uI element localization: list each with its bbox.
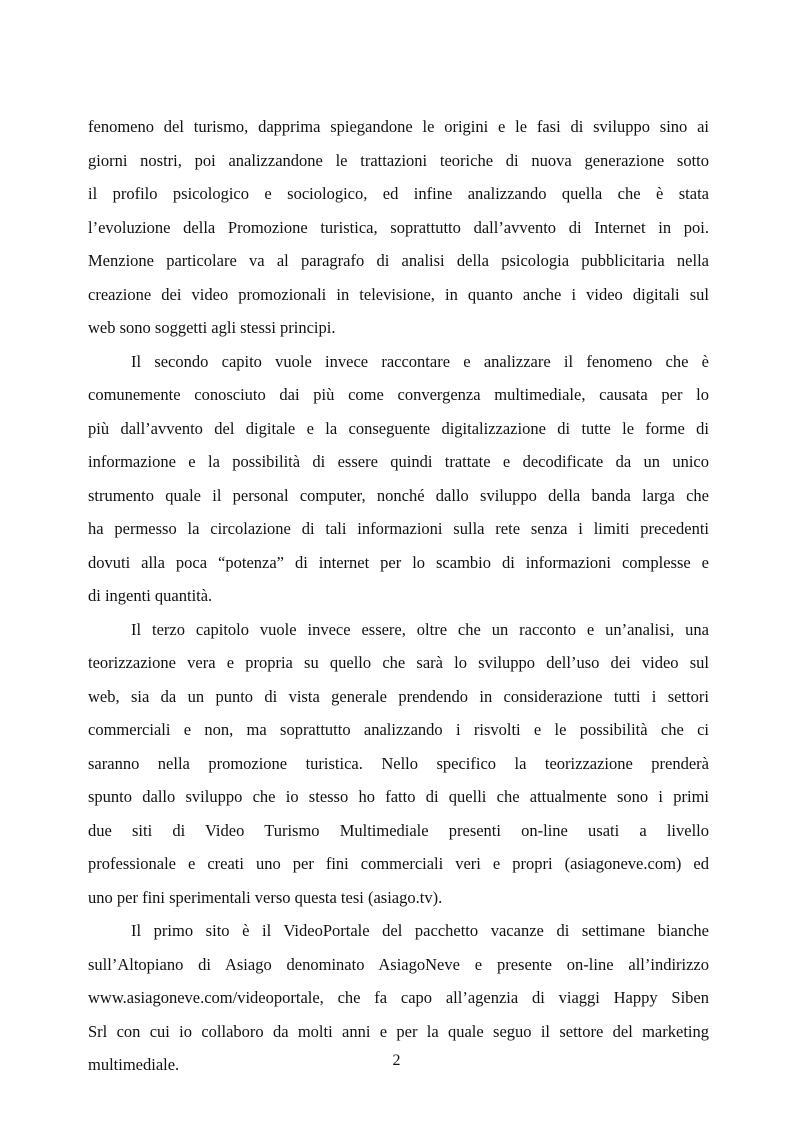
- text-line: spunto dallo sviluppo che io stesso ho fatto di quelli che attualmente sono i primi: [88, 787, 709, 806]
- paragraph-2: [88, 345, 709, 613]
- text-line: strumento quale il personal computer, nonché dallo sviluppo della banda larga che: [88, 485, 709, 505]
- text-line: di ingenti quantità.: [88, 586, 213, 605]
- paragraph-1: [88, 110, 709, 345]
- text-line: saranno nella promozione turistica. Nello specifico la teorizzazione prenderà: [88, 753, 709, 773]
- text-line: più dall’avvento del digitale e la conseguente digitalizzazione di tutte le forme di: [88, 418, 709, 438]
- text-line: fenomeno del turismo, dapprima spiegandone le origini e le fasi di sviluppo sino ai: [88, 117, 709, 136]
- text-line: www.asiagoneve.com/videoportale, che fa capo all’agenzia di viaggi Happy Siben: [88, 988, 709, 1007]
- text-line: Il terzo capitolo vuole invece essere, oltre che un racconto e un’analisi, una: [131, 619, 709, 639]
- text-line: Il secondo capito vuole invece raccontare e analizzare il fenomeno che è: [131, 351, 709, 371]
- text-line: l’evoluzione della Promozione turistica, soprattutto dall’avvento di Internet in poi.: [88, 217, 709, 237]
- text-line: sull’Altopiano di Asiago denominato AsiagoNeve e presente on-line all’indirizzo: [88, 954, 709, 974]
- text-line: Il primo sito è il VideoPortale del pacchetto vacanze di settimane bianche: [131, 921, 709, 940]
- document-body: [88, 110, 709, 1082]
- text-line: il profilo psicologico e sociologico, ed infine analizzando quella che è stata: [88, 184, 709, 203]
- text-line: ha permesso la circolazione di tali informazioni sulla rete senza i limiti precedenti: [88, 519, 709, 538]
- text-line: Menzione particolare va al paragrafo di analisi della psicologia pubblicitaria nella: [88, 251, 709, 270]
- text-line: uno per fini sperimentali verso questa tesi (asiago.tv).: [88, 887, 443, 907]
- paragraph-3: [88, 613, 709, 915]
- page-number: 2: [392, 1052, 401, 1069]
- text-line: due siti di Video Turismo Multimediale presenti on-line usati a livello: [88, 820, 709, 840]
- text-line: web sono soggetti agli stessi principi.: [88, 318, 336, 337]
- text-line: Srl con cui io collaboro da molti anni e per la quale seguo il settore del marketing: [88, 1021, 709, 1041]
- text-line: dovuti alla poca “potenza” di internet per lo scambio di informazioni complesse e: [88, 552, 709, 572]
- text-line: professionale e creati uno per fini commerciali veri e propri (asiagoneve.com) ed: [88, 854, 709, 873]
- text-line: multimediale.: [88, 1055, 180, 1074]
- text-line: giorni nostri, poi analizzandone le trattazioni teoriche di nuova generazione sotto: [88, 150, 709, 170]
- text-line: comunemente conosciuto dai più come convergenza multimediale, causata per lo: [88, 385, 709, 404]
- text-line: teorizzazione vera e propria su quello che sarà lo sviluppo dell’uso dei video sul: [88, 653, 709, 672]
- text-line: creazione dei video promozionali in televisione, in quanto anche i video digitali sul: [88, 284, 709, 304]
- text-line: commerciali e non, ma soprattutto analizzando i risvolti e le possibilità che ci: [88, 720, 709, 739]
- text-line: informazione e la possibilità di essere quindi trattate e decodificate da un unico: [88, 452, 709, 471]
- text-line: web, sia da un punto di vista generale prendendo in considerazione tutti i settori: [88, 686, 709, 706]
